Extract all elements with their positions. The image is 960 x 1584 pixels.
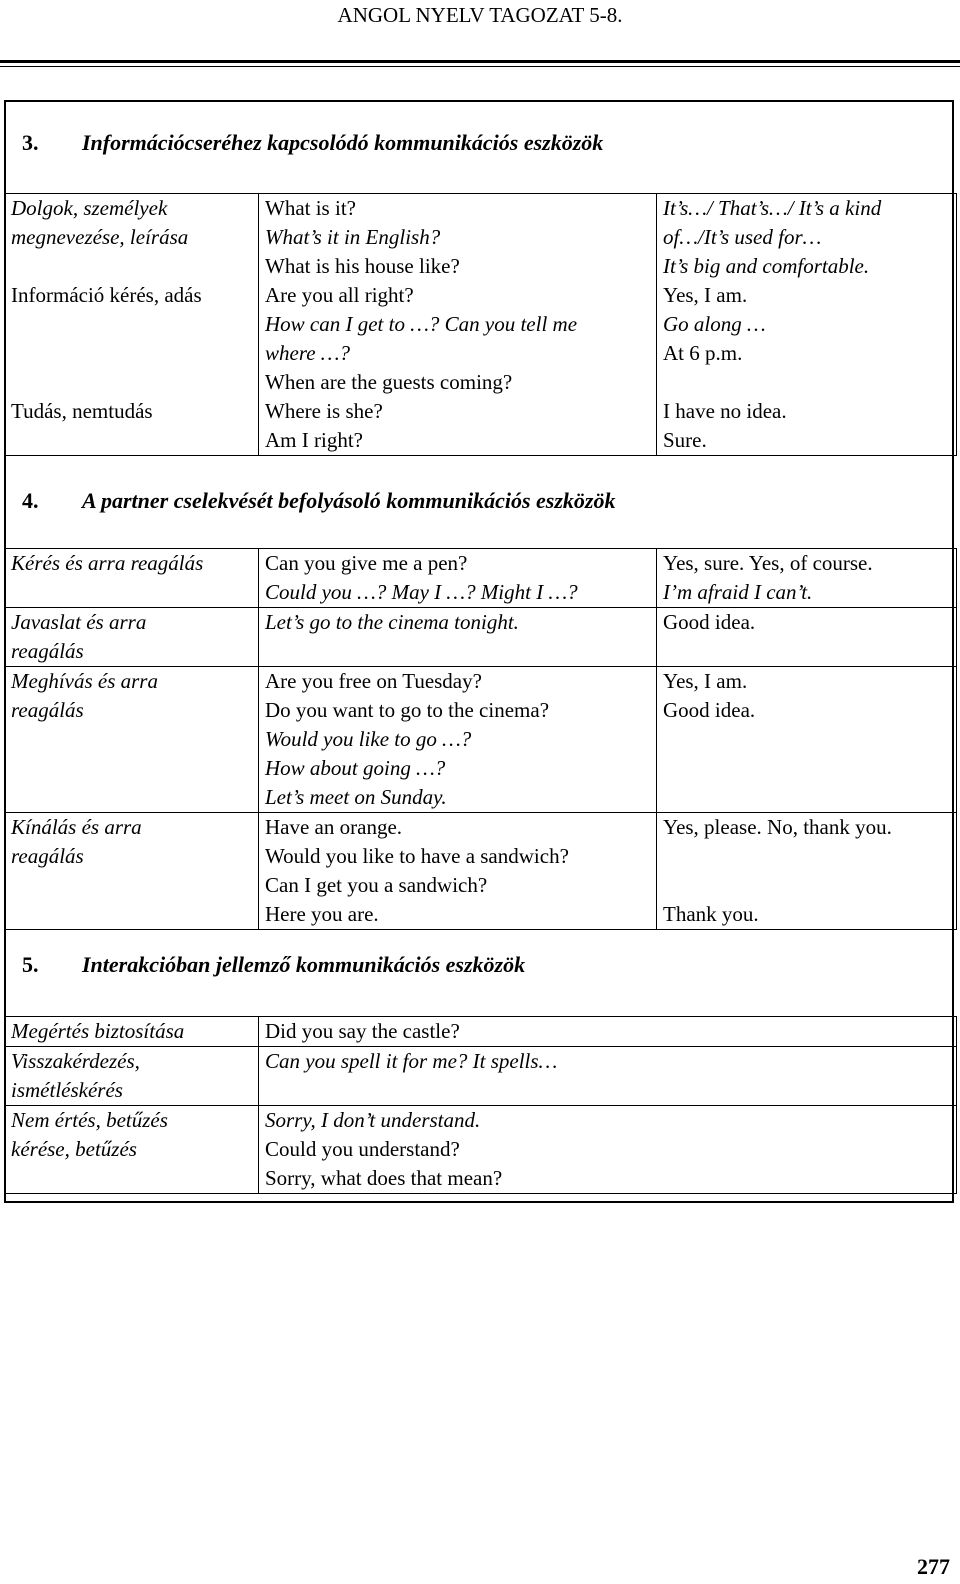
section-number: 5. xyxy=(22,952,39,977)
phrase-cell: Let’s go to the cinema tonight. xyxy=(259,608,657,667)
response-cell: It’s…/ That’s…/ It’s a kind of…/It’s used for… It’s big and comfortable. xyxy=(657,194,957,282)
phrase-cell: Have an orange. Would you like to have a sandwich? Can I get you a sandwich? Here you are. xyxy=(259,813,657,930)
function-label: Javaslat és arra reagálás xyxy=(5,608,259,667)
table-row xyxy=(5,549,957,608)
phrase-cell: Are you free on Tuesday? Do you want to go to the cinema? Would you like to go …? How about going …? Let’s meet on Sunday. xyxy=(259,667,657,813)
section-4-heading xyxy=(22,486,615,515)
table-row xyxy=(5,194,957,282)
section-title: Információcseréhez kapcsolódó kommunikációs eszközök xyxy=(82,130,604,155)
function-label: Információ kérés, adás xyxy=(5,281,259,397)
section-5-table xyxy=(4,1016,957,1194)
function-label: Nem értés, betűzés kérése, betűzés xyxy=(5,1106,259,1194)
table-row xyxy=(5,281,957,397)
phrase-cell: Sorry, I don’t understand. Could you understand? Sorry, what does that mean? xyxy=(259,1106,957,1194)
phrase-cell: Where is she? Am I right? xyxy=(259,397,657,456)
header-rule-thin xyxy=(0,66,960,67)
phrase-cell: Did you say the castle? xyxy=(259,1017,957,1047)
function-label: Kínálás és arra reagálás xyxy=(5,813,259,930)
page-number: 277 xyxy=(917,1554,950,1579)
function-label: Tudás, nemtudás xyxy=(5,397,259,456)
table-row xyxy=(5,1047,957,1106)
response-cell: Good idea. xyxy=(657,608,957,667)
response-cell: Yes, please. No, thank you. Thank you. xyxy=(657,813,957,930)
function-label: Visszakérdezés, ismétléskérés xyxy=(5,1047,259,1106)
table-row xyxy=(5,667,957,813)
table-row xyxy=(5,608,957,667)
table-row xyxy=(5,1017,957,1047)
response-cell: Yes, I am. Go along … At 6 p.m. xyxy=(657,281,957,397)
page-header: ANGOL NYELV TAGOZAT 5-8. xyxy=(337,3,623,27)
response-cell: I have no idea. Sure. xyxy=(657,397,957,456)
function-label: Kérés és arra reagálás xyxy=(5,549,259,608)
section-5-heading xyxy=(22,950,525,979)
section-3-heading xyxy=(22,128,603,157)
function-label: Dolgok, személyek megnevezése, leírása xyxy=(5,194,259,282)
section-4-table xyxy=(4,548,957,930)
function-label: Megértés biztosítása xyxy=(5,1017,259,1047)
table-row xyxy=(5,397,957,456)
phrase-cell: What is it? What’s it in English? What is his house like? xyxy=(259,194,657,282)
response-cell: Yes, I am. Good idea. xyxy=(657,667,957,813)
table-row xyxy=(5,813,957,930)
table-row xyxy=(5,1106,957,1194)
section-3-table xyxy=(4,193,957,456)
response-cell: Yes, sure. Yes, of course. I’m afraid I can’t. xyxy=(657,549,957,608)
section-title: Interakcióban jellemző kommunikációs eszközök xyxy=(82,952,526,977)
section-number: 3. xyxy=(22,130,39,155)
section-title: A partner cselekvését befolyásoló kommunikációs eszközök xyxy=(82,488,616,513)
section-number: 4. xyxy=(22,488,39,513)
function-label: Meghívás és arra reagálás xyxy=(5,667,259,813)
phrase-cell: Are you all right? How can I get to …? Can you tell me where …? When are the guests coming? xyxy=(259,281,657,397)
header-rule-thick xyxy=(0,60,960,63)
phrase-cell: Can you spell it for me? It spells… xyxy=(259,1047,957,1106)
phrase-cell: Can you give me a pen? Could you …? May I …? Might I …? xyxy=(259,549,657,608)
